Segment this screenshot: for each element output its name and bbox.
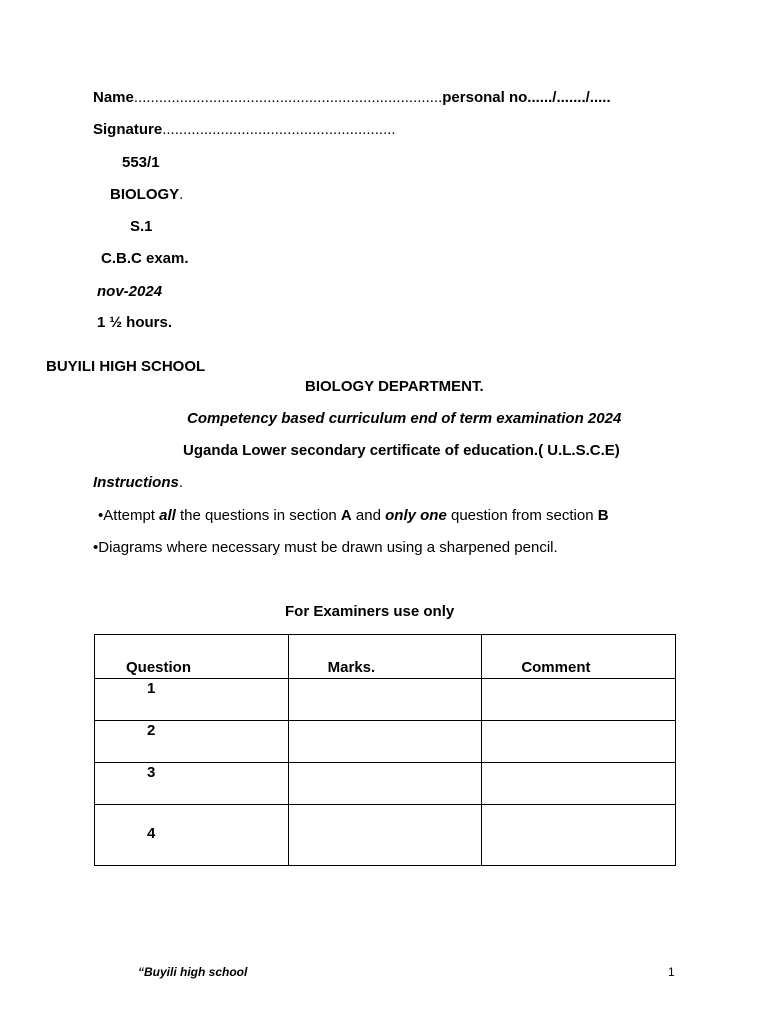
school-name: BUYILI HIGH SCHOOL: [46, 358, 206, 375]
signature-dots: ........................................................: [162, 121, 396, 138]
certificate-title: Uganda Lower secondary certificate of education.( U.L.S.C.E): [183, 442, 620, 459]
department-title: BIOLOGY DEPARTMENT.: [305, 378, 484, 395]
table-row: [95, 679, 676, 721]
name-label: Name: [93, 89, 134, 106]
comment-cell: [482, 679, 676, 721]
examiner-table: [94, 634, 676, 866]
page-number: 1: [668, 965, 675, 979]
bullet: •: [98, 507, 104, 524]
comment-cell: [482, 763, 676, 805]
table-header-row: [95, 635, 676, 679]
instructions-period: .: [178, 474, 184, 491]
comment-cell: [482, 721, 676, 763]
header-marks: Marks.: [288, 635, 482, 679]
instruction-text: Attempt: [103, 507, 160, 524]
marks-cell: [288, 721, 482, 763]
header-comment: Comment: [482, 635, 676, 679]
marks-cell: [288, 763, 482, 805]
instruction-text: question from section: [446, 507, 598, 524]
header-question: Question: [95, 635, 289, 679]
emphasis-only-one: only one: [385, 507, 447, 524]
comment-cell: [482, 805, 676, 866]
instruction-line-1: [98, 507, 609, 524]
instructions-label: Instructions: [93, 474, 179, 491]
examiner-table-title: For Examiners use only: [285, 603, 455, 620]
name-dots: ..........................................................................: [133, 89, 443, 106]
table-row: [95, 805, 676, 866]
question-number: 1: [95, 679, 289, 721]
instruction-line-2: •Diagrams where necessary must be drawn using a sharpened pencil.: [93, 539, 558, 556]
footer-school: “Buyili high school: [138, 965, 248, 979]
question-number: 3: [95, 763, 289, 805]
class-level: S.1: [130, 218, 153, 235]
signature-label: Signature: [93, 121, 163, 138]
personal-no-label: personal no: [442, 89, 528, 106]
instructions-heading: [93, 474, 183, 491]
personal-no-dots: ....../......./.....: [527, 89, 611, 106]
emphasis-all: all: [159, 507, 176, 524]
signature-line: [93, 121, 396, 138]
section-b-label: B: [597, 507, 609, 524]
section-a-label: A: [340, 507, 352, 524]
subject-line: [110, 186, 183, 203]
subject: BIOLOGY: [110, 186, 180, 203]
paper-code: 553/1: [122, 154, 160, 171]
marks-cell: [288, 805, 482, 866]
table-row: [95, 721, 676, 763]
exam-date: nov-2024: [97, 283, 163, 300]
exam-title: Competency based curriculum end of term examination 2024: [187, 410, 622, 427]
question-number: 4: [95, 805, 289, 866]
exam-duration: 1 ½ hours.: [97, 314, 173, 331]
table-row: [95, 763, 676, 805]
subject-period: .: [179, 186, 184, 203]
name-line: [93, 89, 611, 106]
instruction-text: the questions in section: [175, 507, 341, 524]
exam-type: C.B.C exam.: [101, 250, 189, 267]
marks-cell: [288, 679, 482, 721]
question-number: 2: [95, 721, 289, 763]
instruction-text: and: [351, 507, 386, 524]
